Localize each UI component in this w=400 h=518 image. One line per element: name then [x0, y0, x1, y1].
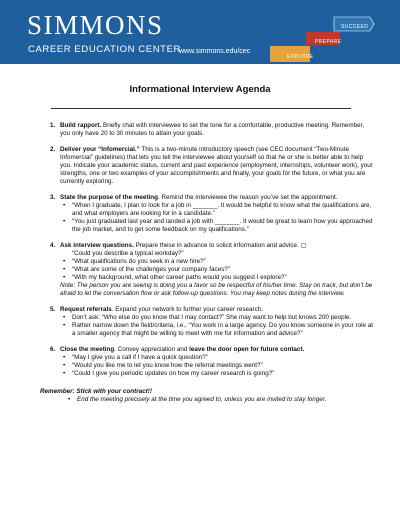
item-number: 3.: [50, 194, 56, 201]
list-item: • Don’t ask: “Who else do you know that I may contact?” She may want to help but knows 200 people.: [60, 314, 375, 322]
bullet-list: [60, 202, 375, 234]
item-body: [60, 346, 375, 354]
item-text: This is a two-minute introductory speech (see CEC document “Two-Minute Infomercial” guidelines) that lets you tell the interviewee about yourself so that he or she is better able to help you. Indicate your academic status, current and past experience (employment, internships, volunteer work), your strengths, one or two examples of your accomplishments and finally, your goals for the future, or what you are currently exploring.: [60, 146, 373, 185]
item-number: 6.: [50, 346, 56, 353]
agenda-item-1: [35, 122, 375, 138]
item-body: [60, 146, 375, 186]
list-item: • “Could I give you periodic updates on how my career research is going?”: [60, 370, 375, 378]
bullet-list: [60, 258, 375, 282]
list-item: • “With my background, what other career paths would you suggest I explore?”: [60, 274, 375, 282]
item-number: 2.: [50, 146, 56, 153]
list-item: • Rather narrow down the field/criteria, i.e., “You work in a large agency. Do you know someone in your role at a smaller agency that might be willing to meet with me for information and advice?”: [60, 322, 375, 338]
title-divider: [51, 108, 351, 109]
website-link[interactable]: www.simmons.edu/cec: [179, 48, 251, 55]
remember-section: [35, 388, 375, 404]
item-number: 1.: [50, 122, 56, 129]
item-text: Briefly chat with interviewee to set the tone for a comfortable, productive meeting. Remember, you only have 20 to 30 minutes to attain your goals.: [60, 122, 365, 137]
item-body: [60, 306, 375, 314]
item-body: [60, 242, 375, 250]
item-heading: Request referrals: [60, 306, 112, 313]
item-note: Note: The person you are seeing is doing you a favor so be respectful of his/her time. Stay on track, but don’t be afraid to let the conversation flow or ask follow-up questions. You may keep notes during the interview.: [60, 282, 373, 297]
list-item: • “What qualifications do you seek in a new hire?”: [60, 258, 375, 266]
remember-heading: Remember: Stick with your contract!!: [40, 388, 152, 395]
list-item: • “When I graduate, I plan to look for a job in _______. It would be helpful to know what the qualifications are, and what employers are looking for in a candidate.”: [60, 202, 375, 218]
agenda-item-4: [35, 242, 375, 298]
list-item: • “May I give you a call if I have a quick question?”: [60, 354, 375, 362]
agenda-item-6: [35, 346, 375, 378]
bullet-list: [40, 396, 375, 404]
item-body: [60, 194, 375, 202]
list-item: • “You just graduated last year and landed a job with _______. It would be great to learn how you approached the job market, and to get some feedback on my qualifications.”: [60, 218, 375, 234]
item-heading: Ask interview questions.: [60, 242, 134, 249]
list-item: • “What are some of the challenges your company faces?”: [60, 266, 375, 274]
brand-logo: SIMMONS: [27, 10, 164, 40]
step-prepare: PREPARE: [315, 39, 342, 45]
page-title: Informational Interview Agenda: [129, 84, 271, 95]
item-heading-secondary: leave the door open for future contact.: [189, 346, 305, 353]
item-heading: Close the meeting: [60, 346, 115, 353]
item-body: [60, 122, 375, 138]
list-item: • End the meeting precisely at the time you agreed to, unless you are invited to stay longer.: [65, 396, 375, 404]
step-explore: EXPLORE: [287, 54, 314, 60]
question-intro: “Could you describe a typical workday?”: [72, 250, 184, 257]
step-succeed: SUCCEED: [341, 24, 369, 30]
agenda-item-3: [35, 194, 375, 234]
item-heading: State the purpose of the meeting: [60, 194, 158, 201]
item-text: . Expand your network to further your career research.: [111, 306, 264, 313]
brand-subtitle: CAREER EDUCATION CENTER: [28, 44, 181, 55]
bullet-list: [60, 314, 375, 338]
item-text: Prepare these in advance to solicit information and advice. ▢: [133, 242, 307, 249]
item-heading: Deliver your “Infomercial.”: [60, 146, 140, 153]
bullet-list: [60, 354, 375, 378]
header-banner: [0, 0, 400, 64]
agenda-item-5: [35, 306, 375, 338]
agenda-item-2: [35, 146, 375, 186]
item-number: 4.: [50, 242, 56, 249]
item-heading: Build rapport.: [60, 122, 102, 129]
item-number: 5.: [50, 306, 56, 313]
item-text: . Remind the interviewee the reason you’ve set the appointment.: [157, 194, 338, 201]
item-text: . Convey appreciation and: [114, 346, 190, 353]
agenda-content: [35, 122, 375, 404]
list-item: • “Would you like me to let you know how the referral meetings went?”: [60, 362, 375, 370]
